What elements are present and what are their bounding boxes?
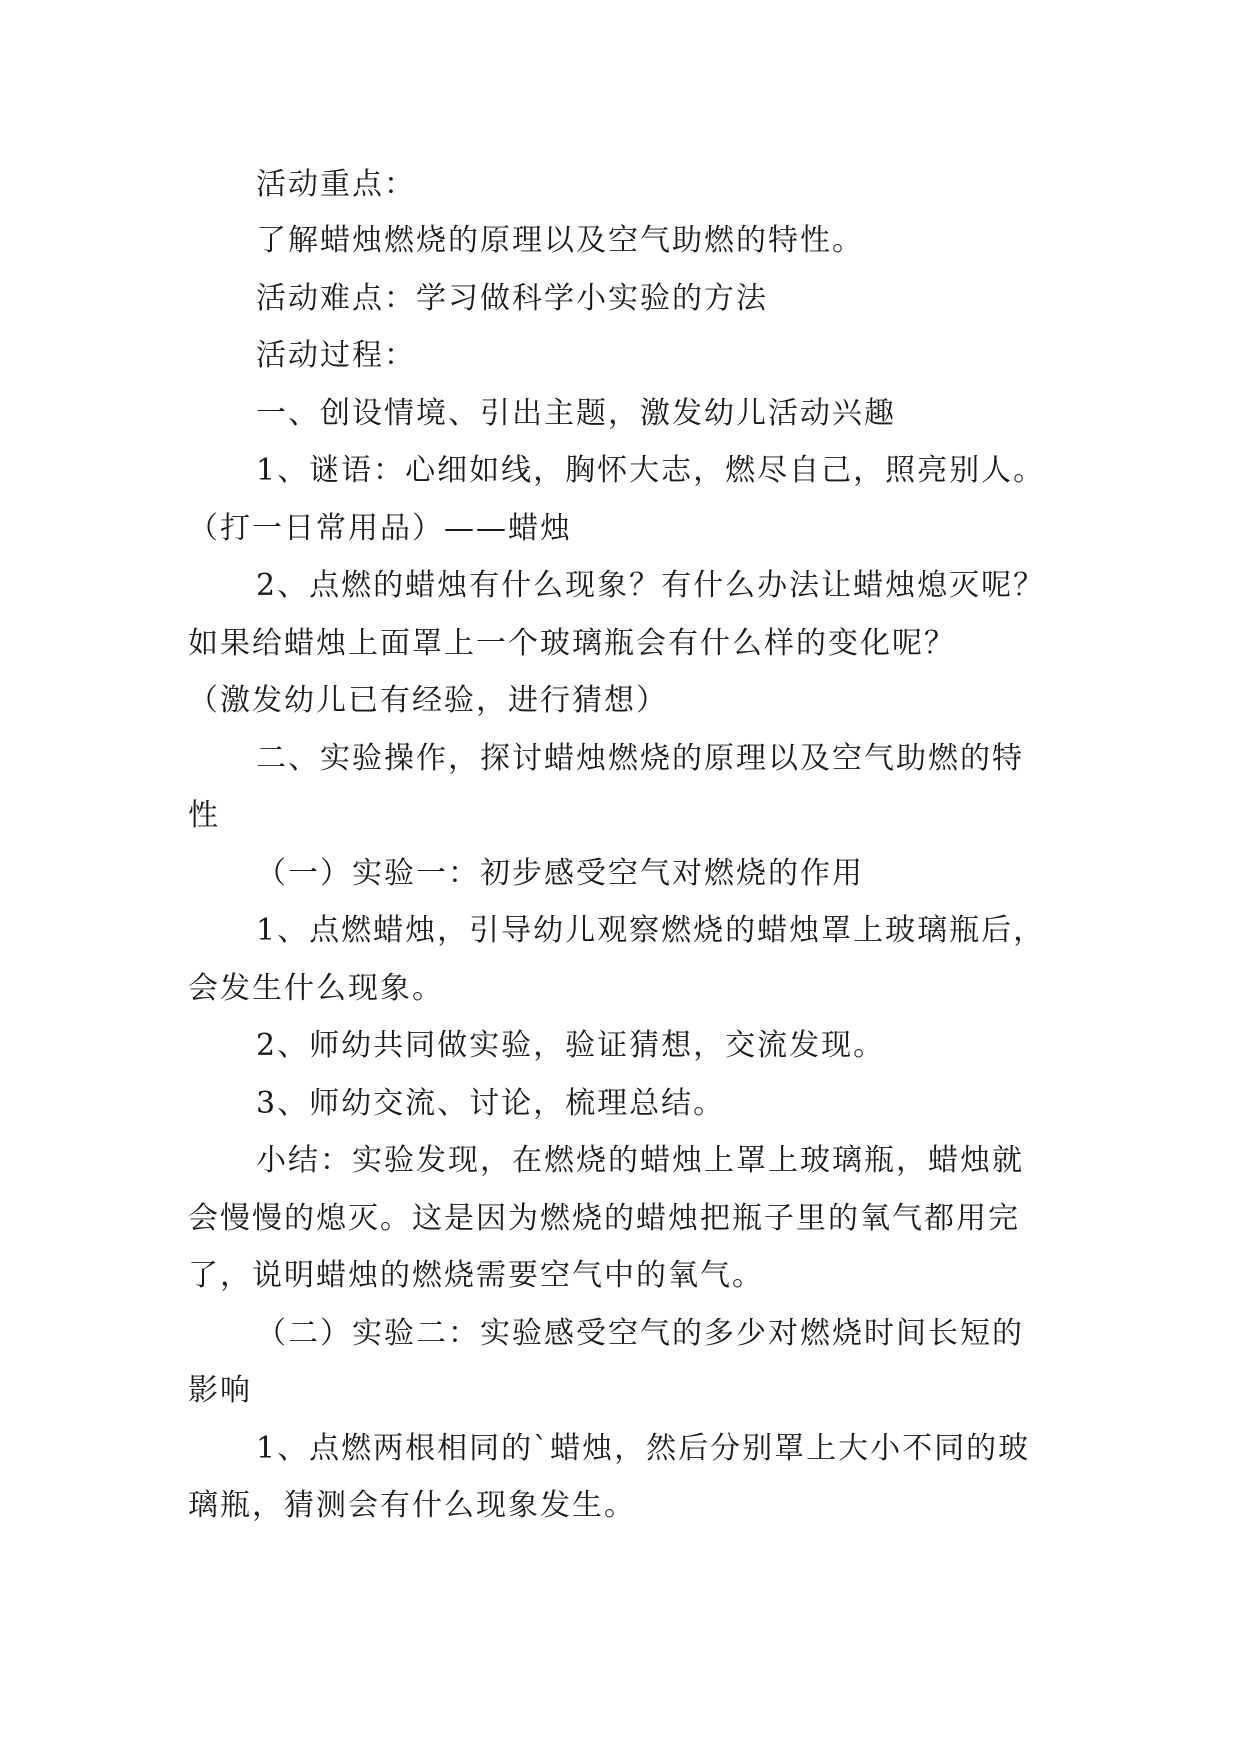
paragraph-line: 影响 bbox=[188, 1373, 252, 1408]
paragraph-line: 了解蜡烛燃烧的原理以及空气助燃的特性。 bbox=[256, 223, 864, 258]
paragraph-line: 1、点燃两根相同的`蜡烛，然后分别罩上大小不同的玻 bbox=[256, 1431, 1031, 1466]
paragraph-line: 1、谜语：心细如线，胸怀大志，燃尽自己，照亮别人。 bbox=[256, 453, 1046, 488]
subsection-heading-1: 一、创设情境、引出主题，激发幼儿活动兴趣 bbox=[256, 396, 896, 431]
experiment-heading-1: （一）实验一：初步感受空气对燃烧的作用 bbox=[256, 856, 864, 891]
summary-line: 会慢慢的熄灭。这是因为燃烧的蜡烛把瓶子里的氧气都用完 bbox=[188, 1201, 1020, 1236]
section-heading-process: 活动过程： bbox=[256, 338, 416, 373]
section-heading-difficulty: 活动难点：学习做科学小实验的方法 bbox=[256, 281, 768, 316]
paragraph-line: 2、点燃的蜡烛有什么现象？有什么办法让蜡烛熄灭呢？ bbox=[256, 568, 1046, 603]
paragraph-line: 性 bbox=[188, 798, 220, 833]
paragraph-line: 3、师幼交流、讨论，梳理总结。 bbox=[256, 1086, 726, 1121]
summary-line: 小结：实验发现，在燃烧的蜡烛上罩上玻璃瓶，蜡烛就 bbox=[256, 1143, 1024, 1178]
paragraph-line: 璃瓶，猜测会有什么现象发生。 bbox=[188, 1488, 636, 1523]
paragraph-line: （激发幼儿已有经验，进行猜想） bbox=[188, 683, 668, 718]
paragraph-line: 会发生什么现象。 bbox=[188, 971, 444, 1006]
experiment-heading-2: （二）实验二：实验感受空气的多少对燃烧时间长短的 bbox=[256, 1316, 1024, 1351]
summary-line: 了，说明蜡烛的燃烧需要空气中的氧气。 bbox=[188, 1258, 764, 1293]
paragraph-line: （打一日常用品）——蜡烛 bbox=[188, 511, 572, 546]
paragraph-line: 如果给蜡烛上面罩上一个玻璃瓶会有什么样的变化呢？ bbox=[188, 626, 956, 661]
paragraph-line: 1、点燃蜡烛，引导幼儿观察燃烧的蜡烛罩上玻璃瓶后， bbox=[256, 913, 1046, 948]
section-heading-key-points: 活动重点： bbox=[256, 167, 416, 202]
subsection-heading-2: 二、实验操作，探讨蜡烛燃烧的原理以及空气助燃的特 bbox=[256, 741, 1024, 776]
paragraph-line: 2、师幼共同做实验，验证猜想，交流发现。 bbox=[256, 1028, 886, 1063]
